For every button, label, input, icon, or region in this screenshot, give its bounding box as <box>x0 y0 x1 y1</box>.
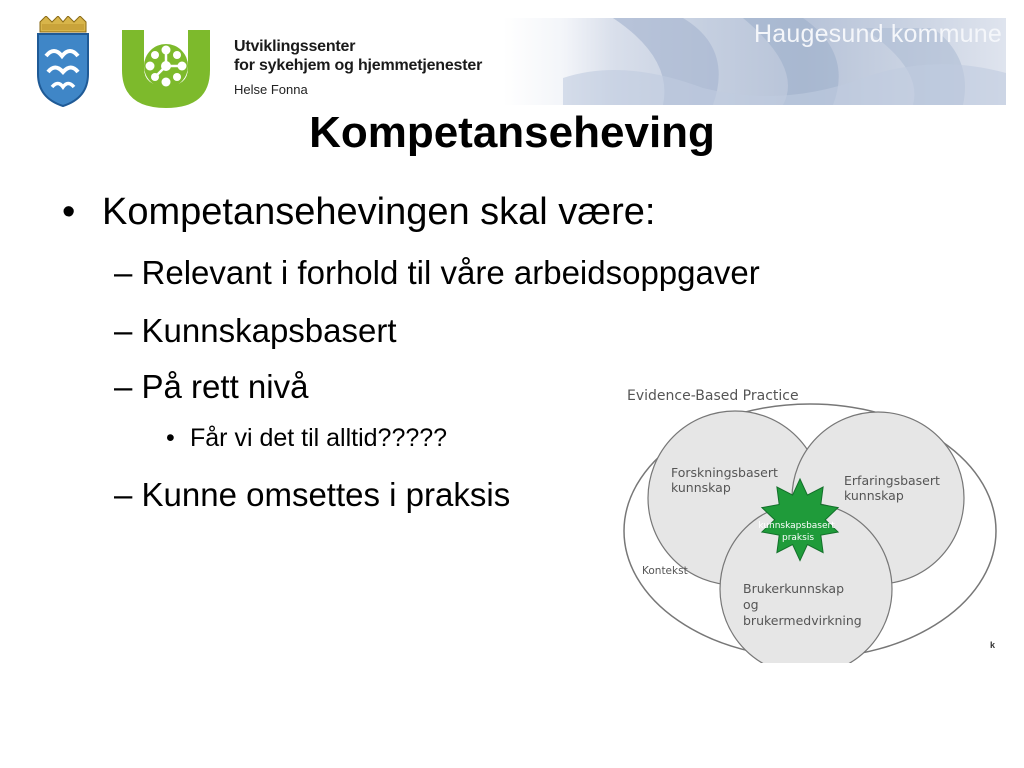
banner-title: Haugesund kommune <box>754 20 1002 48</box>
diagram-title: Evidence-Based Practice <box>627 388 799 404</box>
sub-bullet-glyph: • <box>166 424 175 452</box>
sub-bullet-kunnskapsbasert: – Kunnskapsbasert <box>114 312 397 349</box>
utviklingssenter-logo-icon <box>120 28 212 110</box>
label-experience: Erfaringsbasert kunnskap <box>844 473 940 503</box>
label-context: Kontekst <box>642 565 688 577</box>
slide-title: Kompetanseheving <box>309 108 715 157</box>
sub-sub-bullet-alltid <box>166 421 447 455</box>
sub-bullet-relevant: – Relevant i forhold til våre arbeidsoppgaver <box>114 254 760 291</box>
evidence-based-practice-diagram <box>622 381 1000 663</box>
label-center-star: kunnskapsbasert praksis <box>758 521 835 543</box>
corner-mark: k <box>990 640 996 650</box>
bullet-main <box>62 188 655 236</box>
haugesund-crest-icon <box>34 16 92 108</box>
label-research: Forskningsbasert kunnskap <box>671 465 778 495</box>
sub-bullet-praksis: – Kunne omsettes i praksis <box>114 476 511 513</box>
label-user: Brukerkunnskap og brukermedvirkning <box>743 581 862 628</box>
utviklingssenter-text <box>234 37 482 99</box>
org-name-line2: for sykehjem og hjemmetjenester <box>234 57 483 74</box>
org-affiliation: Helse Fonna <box>234 82 308 97</box>
bullet-glyph: • <box>62 191 76 233</box>
sub-sub-bullet-text: Får vi det til alltid????? <box>190 424 448 452</box>
sub-bullet-rett-niva: – På rett nivå <box>114 368 309 405</box>
bullet-main-text: Kompetansehevingen skal være: <box>102 191 656 233</box>
haugesund-kommune-banner <box>503 18 1006 105</box>
org-name-line1: Utviklingssenter <box>234 38 356 55</box>
